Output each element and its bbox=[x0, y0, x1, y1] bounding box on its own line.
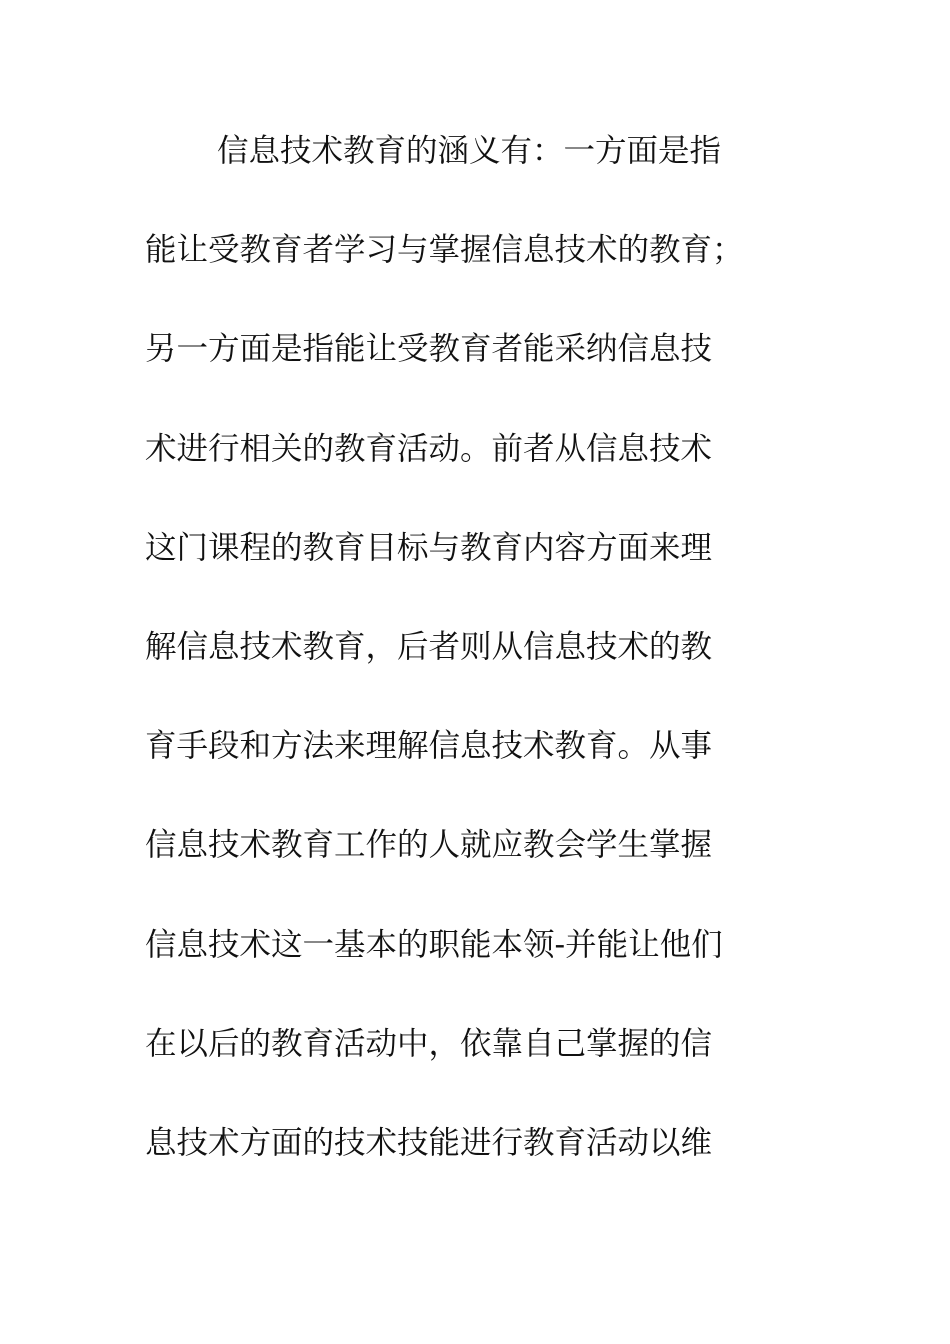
paragraph-line: 解信息技术教育，后者则从信息技术的教 bbox=[145, 628, 713, 665]
paragraph-line: 信息技术教育的涵义有：一方面是指 bbox=[217, 133, 722, 169]
paragraph-line: 信息技术这一基本的职能本领-并能让他们 bbox=[145, 926, 723, 963]
paragraph-line: 育手段和方法来理解信息技术教育。从事 bbox=[145, 728, 713, 765]
paragraph-line: 息技术方面的技术技能进行教育活动以维 bbox=[145, 1124, 713, 1161]
paragraph-line: 术进行相关的教育活动。前者从信息技术 bbox=[145, 430, 713, 467]
paragraph-line: 能让受教育者学习与掌握信息技术的教育； bbox=[145, 232, 744, 269]
paragraph-line: 信息技术教育工作的人就应教会学生掌握 bbox=[145, 827, 713, 864]
body-paragraph bbox=[145, 122, 805, 1213]
paragraph-line: 这门课程的教育目标与教育内容方面来理 bbox=[145, 529, 713, 566]
paragraph-line: 另一方面是指能让受教育者能采纳信息技 bbox=[145, 331, 713, 368]
paragraph-line: 在以后的教育活动中，依靠自己掌握的信 bbox=[145, 1025, 713, 1062]
